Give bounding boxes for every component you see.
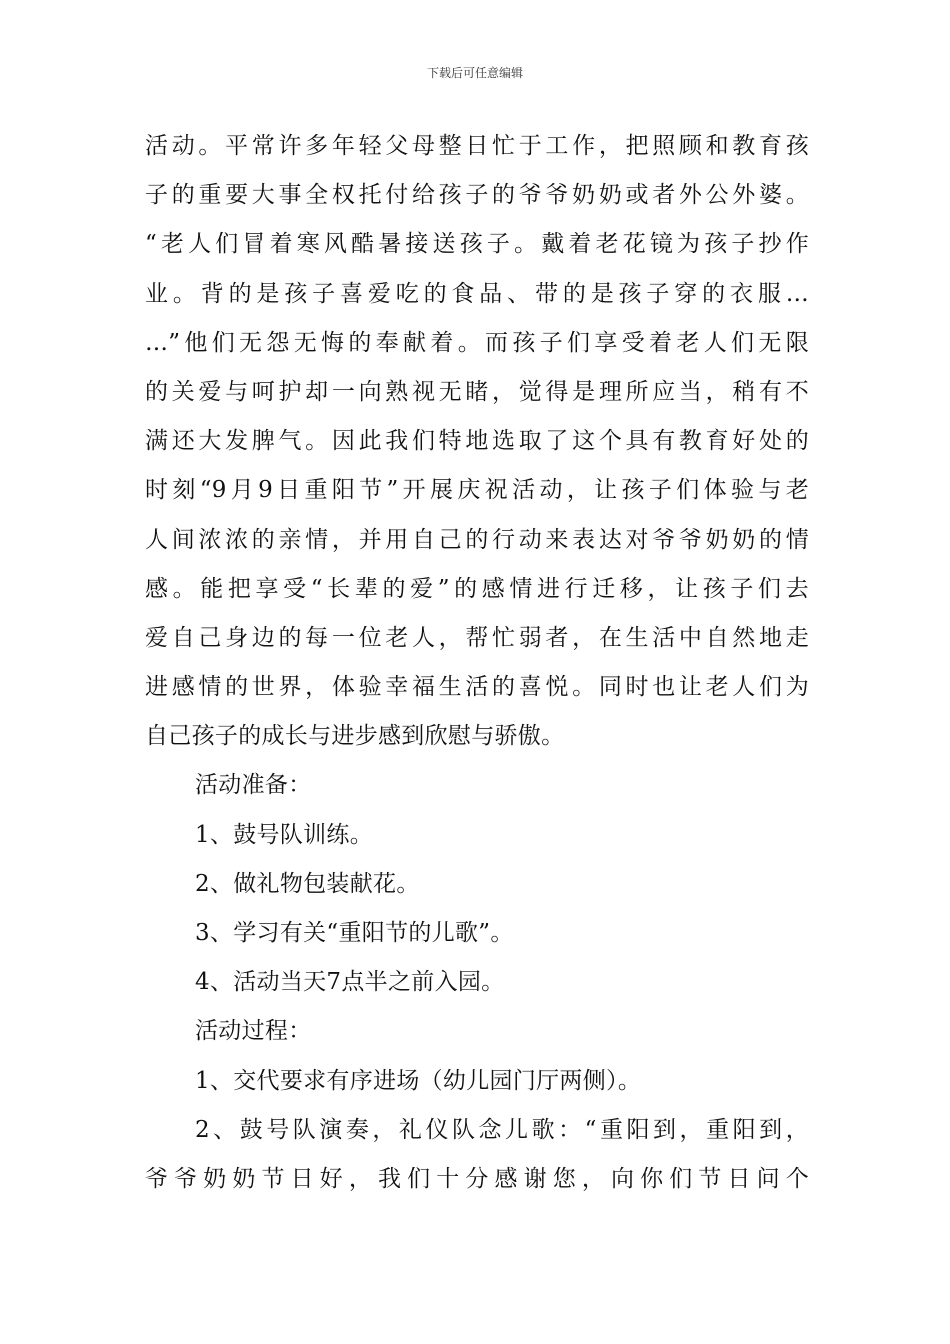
paragraph-line: 人间浓浓的亲情，并用自己的行动来表达对爷爷奶奶的情 — [145, 526, 809, 553]
paragraph-line: 满还大发脾气。因此我们特地选取了这个具有教育好处的 — [145, 428, 809, 455]
paragraph-line: 进感情的世界，体验幸福生活的喜悦。同时也让老人们为 — [145, 674, 809, 701]
paragraph-line: …”他们无怨无悔的奉献着。而孩子们享受着老人们无限 — [145, 329, 809, 356]
prep-item: 1、鼓号队训练。 — [195, 821, 374, 848]
document-body — [145, 122, 809, 1204]
page-header: 下载后可任意编辑 — [426, 66, 523, 80]
paragraph-line: 感。能把享受“长辈的爱”的感情进行迁移，让孩子们去 — [145, 575, 809, 602]
paragraph-line: 业。背的是孩子喜爱吃的食品、带的是孩子穿的衣服… — [145, 280, 809, 307]
paragraph-line: 的关爱与呵护却一向熟视无睹，觉得是理所应当，稍有不 — [145, 378, 809, 405]
process-heading: 活动过程： — [195, 1018, 312, 1045]
paragraph-line: 活动。平常许多年轻父母整日忙于工作，把照顾和教育孩 — [145, 133, 809, 159]
prep-item: 2、做礼物包装献花。 — [195, 870, 420, 897]
process-item: 1、交代要求有序进场（幼儿园门厅两侧）。 — [195, 1067, 642, 1094]
paragraph-line: 子的重要大事全权托付给孩子的爷爷奶奶或者外公外婆。 — [145, 182, 809, 209]
paragraph-line: “老人们冒着寒风酷暑接送孩子。戴着老花镜为孩子抄作 — [145, 231, 809, 258]
prep-item: 3、学习有关“重阳节的儿歌”。 — [195, 920, 514, 946]
process-item: 2、鼓号队演奏，礼仪队念儿歌：“重阳到，重阳到， — [195, 1116, 809, 1143]
paragraph-line: 自己孩子的成长与进步感到欣慰与骄傲。 — [145, 723, 565, 750]
prep-item: 4、活动当天7点半之前入园。 — [195, 969, 505, 996]
paragraph-line: 爱自己身边的每一位老人，帮忙弱者，在生活中自然地走 — [145, 624, 809, 651]
process-item-continuation: 爷爷奶奶节日好，我们十分感谢您，向你们节日问个 — [145, 1165, 809, 1192]
paragraph-line: 时刻“9月9日重阳节”开展庆祝活动，让孩子们体验与老 — [145, 477, 809, 504]
prep-heading: 活动准备： — [195, 772, 312, 799]
